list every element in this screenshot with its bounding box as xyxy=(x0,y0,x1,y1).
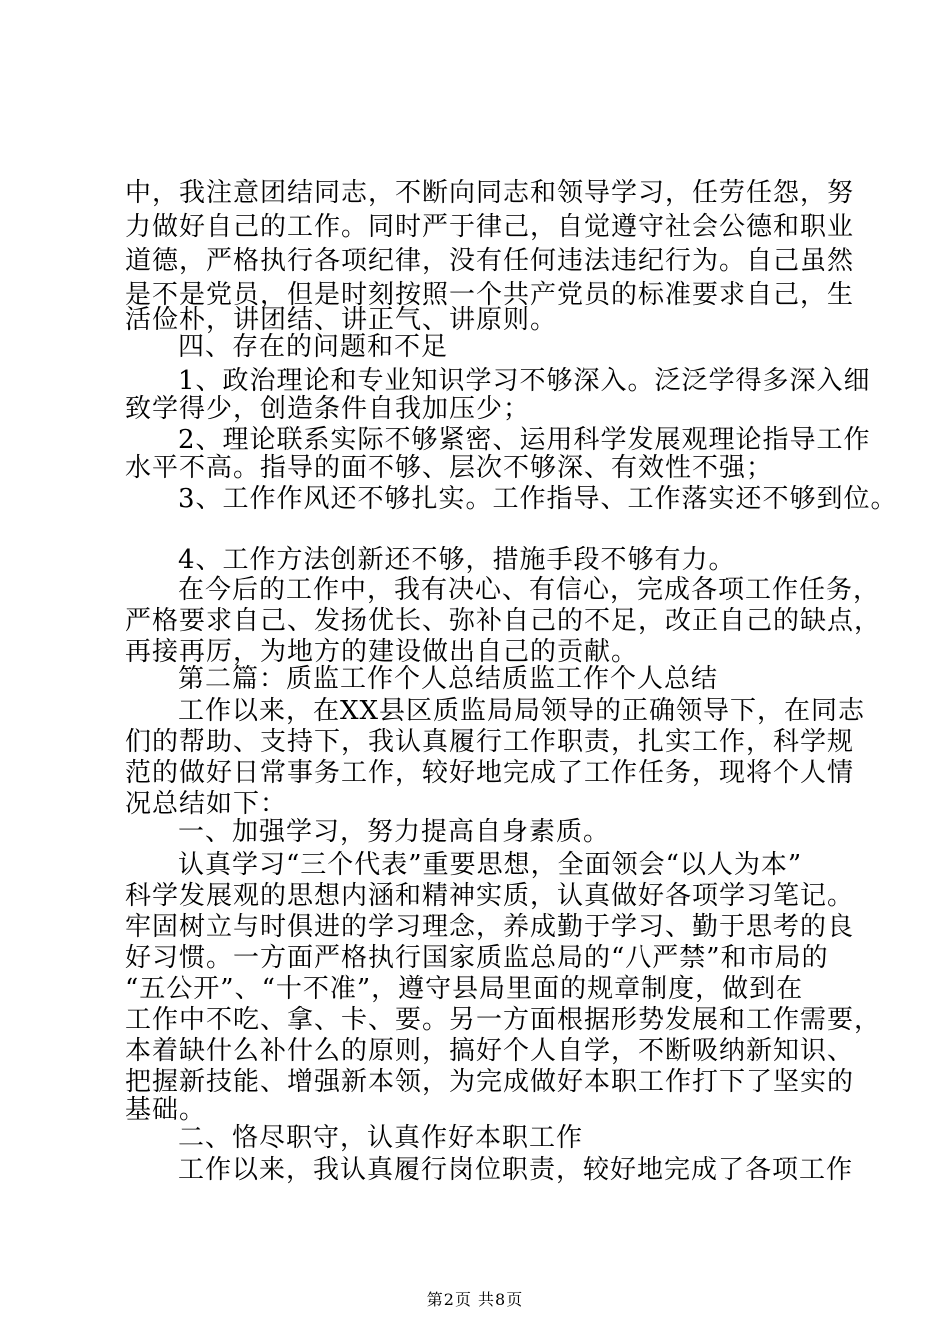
list-item: 1、政治理论和专业知识学习不够深入。泛泛学得多深入细 xyxy=(178,366,871,396)
body-text-line: 在今后的工作中，我有决心、有信心，完成各项工作任务， xyxy=(178,575,881,605)
body-text-line: 科学发展观的思想内涵和精神实质，认真做好各项学习笔记。 xyxy=(125,881,855,911)
body-text-line: 中，我注意团结同志，不断向同志和领导学习，任劳任怨，努 xyxy=(125,178,855,208)
body-text-line: 致学得少，创造条件自我加压少； xyxy=(125,394,531,424)
body-text-line: 水平不高。指导的面不够、层次不够深、有效性不强； xyxy=(125,453,774,483)
section-heading: 四、存在的问题和不足 xyxy=(178,332,449,362)
body-text-line: 们的帮助、支持下，我认真履行工作职责，扎实工作，科学规 xyxy=(125,727,855,757)
body-text-line: 力做好自己的工作。同时严于律己，自觉遵守社会公德和职业 xyxy=(125,212,855,242)
list-item: 4、工作方法创新还不够，措施手段不够有力。 xyxy=(178,545,736,575)
chapter-heading: 第二篇：质监工作个人总结质监工作个人总结 xyxy=(178,664,719,694)
body-text-line: 工作中不吃、拿、卡、要。另一方面根据形势发展和工作需要， xyxy=(125,1005,882,1035)
body-text-line: 工作以来，我认真履行岗位职责，较好地完成了各项工作 xyxy=(178,1155,854,1185)
body-text-line: 牢固树立与时俱进的学习理念，养成勤于学习、勤于思考的良 xyxy=(125,912,855,942)
page-number-footer: 第2页 共8页 xyxy=(426,1290,524,1309)
body-text-line: 活俭朴，讲团结、讲正气、讲原则。 xyxy=(125,305,558,335)
body-text-line: 况总结如下： xyxy=(125,789,288,819)
body-text-line: 范的做好日常事务工作，较好地完成了工作任务，现将个人情 xyxy=(125,758,855,788)
body-text-line: 好习惯。一方面严格执行国家质监总局的“八严禁”和市局的 xyxy=(125,943,829,973)
body-text-line: 道德，严格执行各项纪律，没有任何违法违纪行为。自己虽然 xyxy=(125,246,855,276)
body-text-line: 认真学习“三个代表”重要思想，全面领会“以人为本” xyxy=(178,850,803,880)
body-text-line: 本着缺什么补什么的原则，搞好个人自学，不断吸纳新知识、 xyxy=(125,1036,855,1066)
section-heading: 二、恪尽职守，认真作好本职工作 xyxy=(178,1123,584,1153)
body-text-line: 基础。 xyxy=(125,1095,207,1125)
body-text-line: 把握新技能、增强新本领，为完成做好本职工作打下了坚实的 xyxy=(125,1067,855,1097)
body-text-line: 工作以来，在XX县区质监局局领导的正确领导下，在同志 xyxy=(178,696,866,726)
list-item: 3、工作作风还不够扎实。工作指导、工作落实还不够到位。 xyxy=(178,484,898,514)
body-text-line: 严格要求自己、发扬优长、弥补自己的不足，改正自己的缺点， xyxy=(125,606,882,636)
section-heading: 一、加强学习，努力提高自身素质。 xyxy=(178,817,611,847)
body-text-line: “五公开”、“十不准”，遵守县局里面的规章制度，做到在 xyxy=(125,974,804,1004)
body-text-line: 再接再厉，为地方的建设做出自己的贡献。 xyxy=(125,637,639,667)
list-item: 2、理论联系实际不够紧密、运用科学发展观理论指导工作 xyxy=(178,425,871,455)
body-text-line: 是不是党员，但是时刻按照一个共产党员的标准要求自己，生 xyxy=(125,280,855,310)
